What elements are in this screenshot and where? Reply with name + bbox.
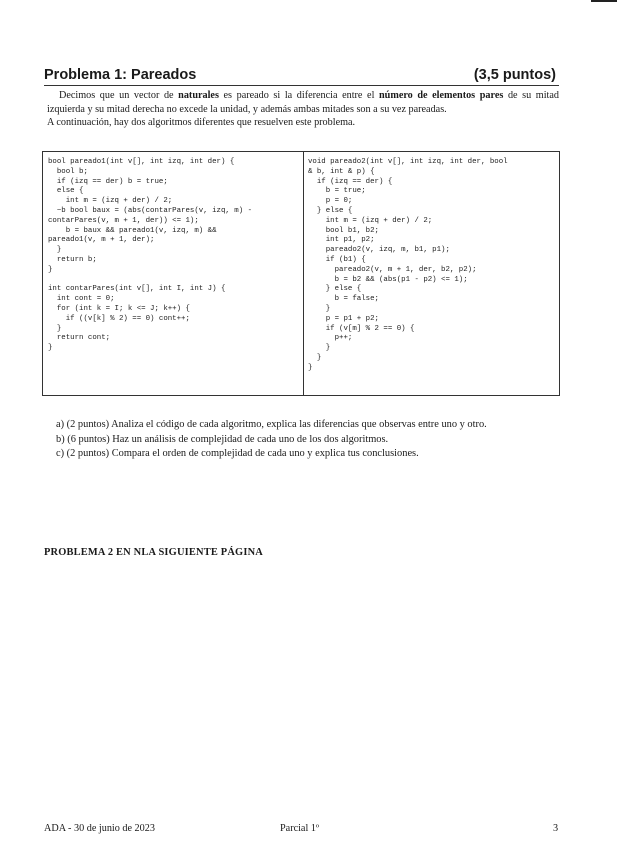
statement-text-3: de su mitad izquierda y su mitad derecha no excede la unidad, y además ambas mitades son a su vez pareadas. [47,90,560,115]
code-line: int m = (izq + der) / 2; [308,216,433,225]
code-line: } [308,304,331,313]
code-line: } [308,363,313,372]
statement-bold-pares: número de elementos pares [379,90,504,101]
code-line: int contarPares(int v[], int I, int J) { [48,285,226,294]
code-line: } [48,265,53,274]
statement-paragraph [47,89,559,116]
code-line: p = p1 + p2; [308,314,379,323]
footer-course-date: ADA - 30 de junio de 2023 [44,823,155,834]
code-line: if (b1) { [308,255,366,264]
code-line: for (int k = I; k <= J; k++) { [48,304,190,313]
code-line: & b, int & p) { [308,167,375,176]
code-line: int p1, p2; [308,236,375,245]
questions-list [56,418,576,462]
code-line: b = b2 && (abs(p1 - p2) <= 1); [308,275,468,284]
code-line: b = true; [308,187,366,196]
code-line: p++; [308,334,353,343]
statement-paragraph-2: A continuación, hay dos algoritmos diferentes que resuelven este problema. [47,117,356,128]
code-line: bool b1, b2; [308,226,379,235]
question-a: a) (2 puntos) Analiza el código de cada algoritmo, explica las diferencias que observas entre uno y otro. [56,419,487,430]
code-line: else { [48,187,84,196]
code-line: bool pareado1(int v[], int izq, int der) { [48,158,235,166]
problem-statement [47,89,559,130]
problem-title: Problema 1: Pareados [44,67,197,83]
question-b: b) (6 puntos) Haz un análisis de complejidad de cada uno de los dos algoritmos. [56,433,389,445]
code-line: } [308,353,322,362]
code-line: } [308,344,331,353]
code-line: ~b bool baux = (abs(contarPares(v, izq, m) - [48,206,253,215]
problem-header [44,67,556,87]
code-column-divider [303,152,304,395]
footer-exam-name: Parcial 1º [280,823,320,834]
code-line: } [48,324,62,333]
code-line: pareado2(v, izq, m, b1, p1); [308,246,450,255]
footer-page-number: 3 [553,823,559,834]
question-c: c) (2 puntos) Compara el orden de complejidad de cada uno y explica tus conclusiones. [56,448,419,459]
code-line: } [48,344,53,353]
code-line: if (v[m] % 2 == 0) { [308,324,415,333]
code-line: } else { [308,285,362,294]
code-line: contarPares(v, m + 1, der)) <= 1); [48,216,199,225]
code-line: b = baux && pareado1(v, izq, m) && [48,226,217,235]
next-problem-note: PROBLEMA 2 EN NLA SIGUIENTE PÁGINA [44,547,263,558]
code-line: } [48,246,62,255]
statement-text-1: Decimos que un vector de [59,90,179,101]
code-line: } else { [308,206,353,215]
code-line: bool b; [48,167,88,176]
code-line: p = 0; [308,197,353,206]
code-line: pareado2(v, m + 1, der, b2, p2); [308,265,477,274]
code-line: if (izq == der) b = true; [48,177,168,186]
code-line: return b; [48,255,97,264]
scan-corner-mark [591,0,617,2]
code-listing-box [42,151,560,396]
algorithm-1-code [48,158,252,354]
code-line: if (izq == der) { [308,177,393,186]
problem-points: (3,5 puntos) [473,67,556,83]
code-line: return cont; [48,334,111,343]
code-line: pareado1(v, m + 1, der); [48,236,155,245]
statement-text-2: es pareado si la diferencia entre el [218,90,379,101]
code-line: int m = (izq + der) / 2; [48,197,173,206]
title-underline [44,85,559,86]
code-line: void pareado2(int v[], int izq, int der, bool [308,158,508,166]
statement-bold-naturales: naturales [178,90,219,101]
code-line: int cont = 0; [48,295,115,304]
code-line: if ((v[k] % 2) == 0) cont++; [48,314,190,323]
code-line: b = false; [308,295,379,304]
algorithm-2-code [308,158,508,374]
